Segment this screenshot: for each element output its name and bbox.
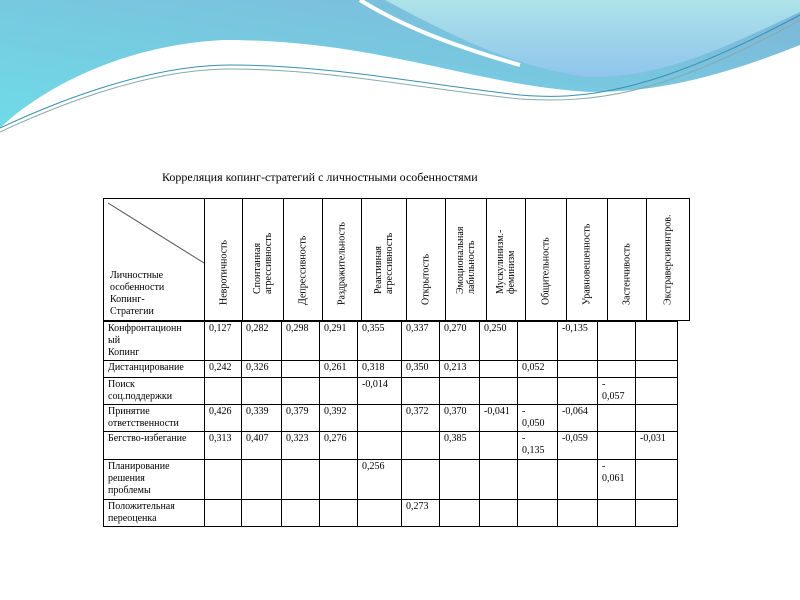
table-cell [320, 460, 358, 500]
table-cell: 0,326 [242, 361, 282, 378]
table-cell [320, 378, 358, 405]
table-cell [518, 378, 558, 405]
table-cell: - 0,050 [518, 405, 558, 432]
table-cell: 0,127 [205, 322, 242, 361]
column-header-label: Общительность [540, 237, 552, 305]
column-header-label: Экстраверсияинтров. [662, 214, 674, 305]
column-header [647, 199, 689, 320]
table-cell [480, 378, 518, 405]
table-title: Корреляция копинг-стратегий с личностными особенностями [162, 170, 478, 184]
table-cell: - 0,135 [518, 432, 558, 460]
table-cell [242, 500, 282, 527]
table-cell [440, 500, 480, 527]
table-cell [205, 460, 242, 500]
corner-cell [104, 199, 205, 320]
table-cell [205, 378, 242, 405]
table-cell: 0,337 [402, 322, 440, 361]
table-cell: 0,385 [440, 432, 480, 460]
table-cell: -0,135 [558, 322, 598, 361]
table-cell [636, 405, 678, 432]
row-label: Бегство-избегание [104, 432, 205, 460]
column-header [205, 199, 243, 320]
decorative-wave-header [0, 0, 800, 140]
table-cell: 0,323 [282, 432, 320, 460]
correlation-table [103, 321, 678, 527]
table-cell [518, 322, 558, 361]
table-cell: 0,355 [358, 322, 402, 361]
table-cell [480, 460, 518, 500]
column-header-label: Невротичность [218, 240, 229, 305]
table-row [104, 322, 678, 361]
table-cell [636, 460, 678, 500]
table-cell [440, 378, 480, 405]
table-cell [598, 432, 636, 460]
table-cell: 0,407 [242, 432, 282, 460]
table-cell [402, 460, 440, 500]
table-cell: -0,041 [480, 405, 518, 432]
table-cell [282, 361, 320, 378]
table-cell [636, 500, 678, 527]
table-cell: 0,270 [440, 322, 480, 361]
row-label: Принятие ответственности [104, 405, 205, 432]
table-cell [558, 460, 598, 500]
table-cell [636, 361, 678, 378]
corner-label: Личностные особенности Копинг- Стратегии [110, 270, 165, 317]
column-header [608, 199, 647, 320]
table-cell [282, 378, 320, 405]
table-cell: 0,242 [205, 361, 242, 378]
table-cell [358, 405, 402, 432]
table-cell: 0,372 [402, 405, 440, 432]
table-cell: 0,370 [440, 405, 480, 432]
table-row [104, 500, 678, 527]
table-cell [480, 361, 518, 378]
table-cell: -0,031 [636, 432, 678, 460]
row-label: Конфронтационн ый Копинг [104, 322, 205, 361]
table-cell: 0,276 [320, 432, 358, 460]
table-cell [358, 432, 402, 460]
table-cell [402, 378, 440, 405]
column-header [243, 199, 284, 320]
column-header-label: Эмоциональная лабильность [455, 226, 477, 294]
table-cell: 0,291 [320, 322, 358, 361]
table-cell: 0,052 [518, 361, 558, 378]
table-cell [440, 460, 480, 500]
table-row [104, 460, 678, 500]
table-header [103, 198, 690, 321]
table-cell: 0,256 [358, 460, 402, 500]
column-header-label: Реактивная агрессивность [373, 232, 395, 294]
table-cell: 0,350 [402, 361, 440, 378]
table-cell [636, 378, 678, 405]
column-header-label: Депрессивность [297, 235, 309, 305]
table-cell: 0,273 [402, 500, 440, 527]
table-cell: 0,392 [320, 405, 358, 432]
table-cell: - 0,057 [598, 378, 636, 405]
table-cell: 0,298 [282, 322, 320, 361]
table-cell [242, 460, 282, 500]
table-cell [282, 500, 320, 527]
table-cell [598, 361, 636, 378]
row-label: Планирование решения проблемы [104, 460, 205, 500]
table-row [104, 378, 678, 405]
table-cell: 0,213 [440, 361, 480, 378]
table-cell [205, 500, 242, 527]
row-label: Положительная переоценка [104, 500, 205, 527]
table-cell: 0,426 [205, 405, 242, 432]
table-cell: -0,059 [558, 432, 598, 460]
table-cell [480, 432, 518, 460]
column-header-label: Мускулинизм.- феминизм [495, 229, 517, 294]
table-cell: 0,261 [320, 361, 358, 378]
column-header-label: Раздражительность [336, 222, 348, 305]
column-header-label: Застенчивость [621, 243, 633, 305]
table-cell [242, 378, 282, 405]
column-header [487, 199, 526, 320]
table-cell [358, 500, 402, 527]
table-cell [402, 432, 440, 460]
table-cell: 0,313 [205, 432, 242, 460]
table-cell: 0,282 [242, 322, 282, 361]
table-row [104, 432, 678, 460]
table-row [104, 405, 678, 432]
table-cell: -0,064 [558, 405, 598, 432]
table-cell: 0,339 [242, 405, 282, 432]
column-header-label: Уравновешенность [581, 223, 593, 305]
row-label: Поиск соц.поддержки [104, 378, 205, 405]
table-cell [480, 500, 518, 527]
column-header [323, 199, 362, 320]
table-cell [598, 500, 636, 527]
table-cell: 0,250 [480, 322, 518, 361]
table-cell [282, 460, 320, 500]
column-header-label: Спонтанная агрессивность [252, 232, 274, 294]
column-header [362, 199, 407, 320]
column-header [526, 199, 567, 320]
table-row [104, 361, 678, 378]
column-header [446, 199, 487, 320]
table-cell: 0,318 [358, 361, 402, 378]
column-header [567, 199, 608, 320]
column-header-label: Открытость [420, 253, 432, 305]
table-cell: -0,014 [358, 378, 402, 405]
table-cell [598, 322, 636, 361]
table-cell [558, 378, 598, 405]
column-header [407, 199, 446, 320]
table-cell [320, 500, 358, 527]
table-cell [518, 460, 558, 500]
table-cell [558, 361, 598, 378]
table-cell: - 0,061 [598, 460, 636, 500]
row-label: Дистанцирование [104, 361, 205, 378]
table-cell [598, 405, 636, 432]
table-cell: 0,379 [282, 405, 320, 432]
table-cell [518, 500, 558, 527]
table-cell [636, 322, 678, 361]
column-header [284, 199, 323, 320]
table-cell [558, 500, 598, 527]
